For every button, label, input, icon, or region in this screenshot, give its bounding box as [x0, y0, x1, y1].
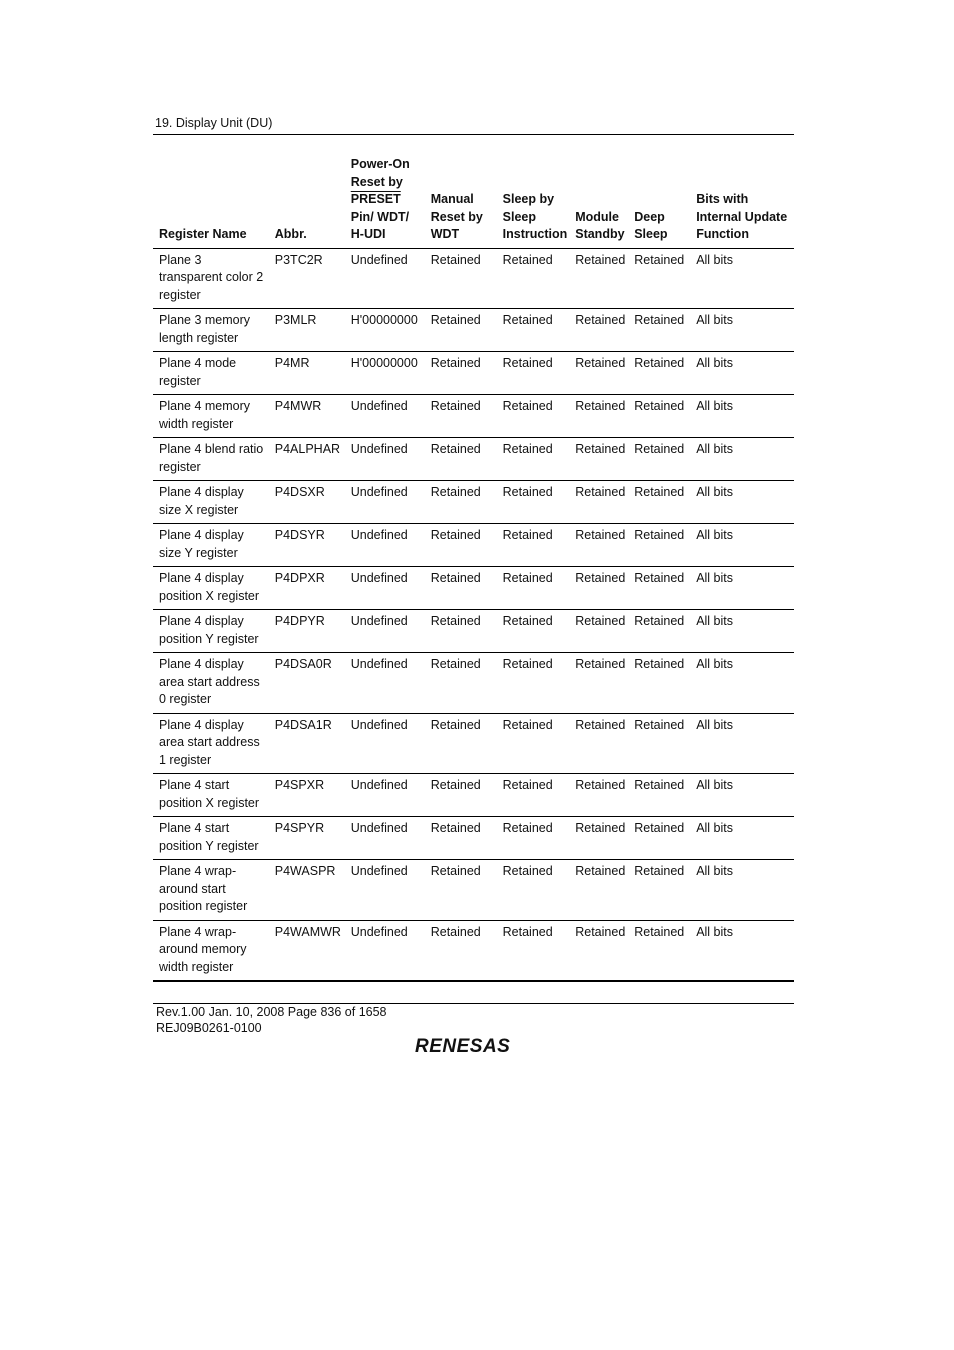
- deep-sleep-cell: Retained: [628, 920, 690, 981]
- deep-sleep-cell: Retained: [628, 524, 690, 567]
- abbr-cell: P4DSXR: [269, 481, 345, 524]
- sleep-cell: Retained: [497, 610, 570, 653]
- module-standby-cell: Retained: [569, 713, 628, 774]
- abbr-cell: P4MWR: [269, 395, 345, 438]
- bits-cell: All bits: [690, 713, 794, 774]
- power-on-cell: Undefined: [345, 567, 425, 610]
- manual-reset-cell: Retained: [425, 817, 497, 860]
- table-row: [153, 481, 794, 524]
- bits-cell: All bits: [690, 653, 794, 714]
- register-name-cell: Plane 3 memory length register: [153, 309, 269, 352]
- table-row: [153, 438, 794, 481]
- abbr-cell: P4MR: [269, 352, 345, 395]
- table-row: [153, 395, 794, 438]
- sleep-cell: Retained: [497, 395, 570, 438]
- bits-cell: All bits: [690, 817, 794, 860]
- bits-cell: All bits: [690, 610, 794, 653]
- sleep-cell: Retained: [497, 248, 570, 309]
- power-on-cell: Undefined: [345, 524, 425, 567]
- deep-sleep-cell: Retained: [628, 352, 690, 395]
- header-rule: [153, 134, 794, 135]
- sleep-cell: Retained: [497, 567, 570, 610]
- deep-sleep-cell: Retained: [628, 774, 690, 817]
- manual-reset-cell: Retained: [425, 567, 497, 610]
- power-on-cell: Undefined: [345, 395, 425, 438]
- col-module-standby: Module Standby: [569, 154, 628, 248]
- abbr-cell: P4WASPR: [269, 860, 345, 921]
- power-on-cell: Undefined: [345, 481, 425, 524]
- abbr-cell: P4SPYR: [269, 817, 345, 860]
- module-standby-cell: Retained: [569, 920, 628, 981]
- table-row: [153, 653, 794, 714]
- sleep-cell: Retained: [497, 438, 570, 481]
- register-name-cell: Plane 4 display position Y register: [153, 610, 269, 653]
- bits-cell: All bits: [690, 248, 794, 309]
- bits-cell: All bits: [690, 352, 794, 395]
- manual-reset-cell: Retained: [425, 352, 497, 395]
- abbr-cell: P4DPXR: [269, 567, 345, 610]
- module-standby-cell: Retained: [569, 352, 628, 395]
- manual-reset-cell: Retained: [425, 920, 497, 981]
- sleep-cell: Retained: [497, 817, 570, 860]
- bits-cell: All bits: [690, 774, 794, 817]
- footer: [156, 1005, 387, 1036]
- module-standby-cell: Retained: [569, 438, 628, 481]
- register-name-cell: Plane 4 display position X register: [153, 567, 269, 610]
- power-on-cell: H'00000000: [345, 352, 425, 395]
- manual-reset-cell: Retained: [425, 610, 497, 653]
- power-on-cell: Undefined: [345, 653, 425, 714]
- bits-cell: All bits: [690, 481, 794, 524]
- deep-sleep-cell: Retained: [628, 817, 690, 860]
- deep-sleep-cell: Retained: [628, 438, 690, 481]
- bits-cell: All bits: [690, 567, 794, 610]
- register-name-cell: Plane 4 wrap- around start position register: [153, 860, 269, 921]
- manual-reset-cell: Retained: [425, 524, 497, 567]
- manual-reset-cell: Retained: [425, 438, 497, 481]
- manual-reset-cell: Retained: [425, 774, 497, 817]
- power-on-cell: Undefined: [345, 438, 425, 481]
- register-name-cell: Plane 4 blend ratio register: [153, 438, 269, 481]
- table-row: [153, 860, 794, 921]
- bits-cell: All bits: [690, 860, 794, 921]
- power-on-cell: Undefined: [345, 610, 425, 653]
- col-manual-reset: Manual Reset by WDT: [425, 154, 497, 248]
- col-sleep: Sleep by Sleep Instruction: [497, 154, 570, 248]
- module-standby-cell: Retained: [569, 524, 628, 567]
- deep-sleep-cell: Retained: [628, 860, 690, 921]
- sleep-cell: Retained: [497, 309, 570, 352]
- deep-sleep-cell: Retained: [628, 610, 690, 653]
- bits-cell: All bits: [690, 438, 794, 481]
- manual-reset-cell: Retained: [425, 860, 497, 921]
- table-body: [153, 248, 794, 981]
- abbr-cell: P4DSA1R: [269, 713, 345, 774]
- sleep-cell: Retained: [497, 713, 570, 774]
- module-standby-cell: Retained: [569, 610, 628, 653]
- register-name-cell: Plane 4 display size X register: [153, 481, 269, 524]
- abbr-cell: P3MLR: [269, 309, 345, 352]
- manual-reset-cell: Retained: [425, 309, 497, 352]
- power-on-cell: Undefined: [345, 817, 425, 860]
- manual-reset-cell: Retained: [425, 481, 497, 524]
- manual-reset-cell: Retained: [425, 713, 497, 774]
- module-standby-cell: Retained: [569, 309, 628, 352]
- table-row: [153, 352, 794, 395]
- footer-revision: Rev.1.00 Jan. 10, 2008 Page 836 of 1658: [156, 1005, 387, 1019]
- module-standby-cell: Retained: [569, 567, 628, 610]
- sleep-cell: Retained: [497, 774, 570, 817]
- register-name-cell: Plane 3 transparent color 2 register: [153, 248, 269, 309]
- deep-sleep-cell: Retained: [628, 567, 690, 610]
- table-row: [153, 774, 794, 817]
- register-name-cell: Plane 4 start position Y register: [153, 817, 269, 860]
- bits-cell: All bits: [690, 395, 794, 438]
- sleep-cell: Retained: [497, 653, 570, 714]
- footer-rule: [153, 1003, 794, 1004]
- bits-cell: All bits: [690, 309, 794, 352]
- module-standby-cell: Retained: [569, 774, 628, 817]
- register-name-cell: Plane 4 wrap- around memory width register: [153, 920, 269, 981]
- abbr-cell: P4DSYR: [269, 524, 345, 567]
- col-register-name: Register Name: [153, 154, 269, 248]
- col-bits-internal-update: Bits with Internal Update Function: [690, 154, 794, 248]
- abbr-cell: P4SPXR: [269, 774, 345, 817]
- register-name-cell: Plane 4 start position X register: [153, 774, 269, 817]
- abbr-cell: P3TC2R: [269, 248, 345, 309]
- sleep-cell: Retained: [497, 481, 570, 524]
- register-name-cell: Plane 4 mode register: [153, 352, 269, 395]
- power-on-cell: Undefined: [345, 774, 425, 817]
- register-name-cell: Plane 4 display area start address 0 register: [153, 653, 269, 714]
- deep-sleep-cell: Retained: [628, 653, 690, 714]
- table-header-row: [153, 154, 794, 248]
- power-on-cell: Undefined: [345, 860, 425, 921]
- table-row: [153, 524, 794, 567]
- module-standby-cell: Retained: [569, 860, 628, 921]
- abbr-cell: P4ALPHAR: [269, 438, 345, 481]
- power-on-cell: Undefined: [345, 920, 425, 981]
- table-row: [153, 309, 794, 352]
- table-row: [153, 817, 794, 860]
- module-standby-cell: Retained: [569, 481, 628, 524]
- module-standby-cell: Retained: [569, 395, 628, 438]
- power-on-cell: Undefined: [345, 248, 425, 309]
- module-standby-cell: Retained: [569, 248, 628, 309]
- sleep-cell: Retained: [497, 352, 570, 395]
- module-standby-cell: Retained: [569, 653, 628, 714]
- deep-sleep-cell: Retained: [628, 309, 690, 352]
- table-row: [153, 248, 794, 309]
- manual-reset-cell: Retained: [425, 395, 497, 438]
- table-row: [153, 713, 794, 774]
- sleep-cell: Retained: [497, 860, 570, 921]
- register-name-cell: Plane 4 display size Y register: [153, 524, 269, 567]
- renesas-logo: [413, 1033, 533, 1062]
- table-row: [153, 610, 794, 653]
- table-row: [153, 920, 794, 981]
- table-row: [153, 567, 794, 610]
- deep-sleep-cell: Retained: [628, 248, 690, 309]
- register-table: [153, 154, 794, 982]
- manual-reset-cell: Retained: [425, 653, 497, 714]
- renesas-logo-mark: [413, 1033, 533, 1057]
- sleep-cell: Retained: [497, 524, 570, 567]
- deep-sleep-cell: Retained: [628, 481, 690, 524]
- register-name-cell: Plane 4 display area start address 1 register: [153, 713, 269, 774]
- sleep-cell: Retained: [497, 920, 570, 981]
- manual-reset-cell: Retained: [425, 248, 497, 309]
- section-header: 19. Display Unit (DU): [155, 116, 273, 130]
- col-power-on-reset: Power-On Reset by PRESET Pin/ WDT/ H-UDI: [345, 154, 425, 248]
- col-deep-sleep: Deep Sleep: [628, 154, 690, 248]
- bits-cell: All bits: [690, 524, 794, 567]
- col-abbr: Abbr.: [269, 154, 345, 248]
- register-name-cell: Plane 4 memory width register: [153, 395, 269, 438]
- svg-text:RENESAS: RENESAS: [415, 1036, 511, 1057]
- deep-sleep-cell: Retained: [628, 713, 690, 774]
- abbr-cell: P4DPYR: [269, 610, 345, 653]
- power-on-cell: H'00000000: [345, 309, 425, 352]
- module-standby-cell: Retained: [569, 817, 628, 860]
- abbr-cell: P4WAMWR: [269, 920, 345, 981]
- abbr-cell: P4DSA0R: [269, 653, 345, 714]
- footer-doc-number: REJ09B0261-0100: [156, 1020, 262, 1035]
- bits-cell: All bits: [690, 920, 794, 981]
- power-on-cell: Undefined: [345, 713, 425, 774]
- deep-sleep-cell: Retained: [628, 395, 690, 438]
